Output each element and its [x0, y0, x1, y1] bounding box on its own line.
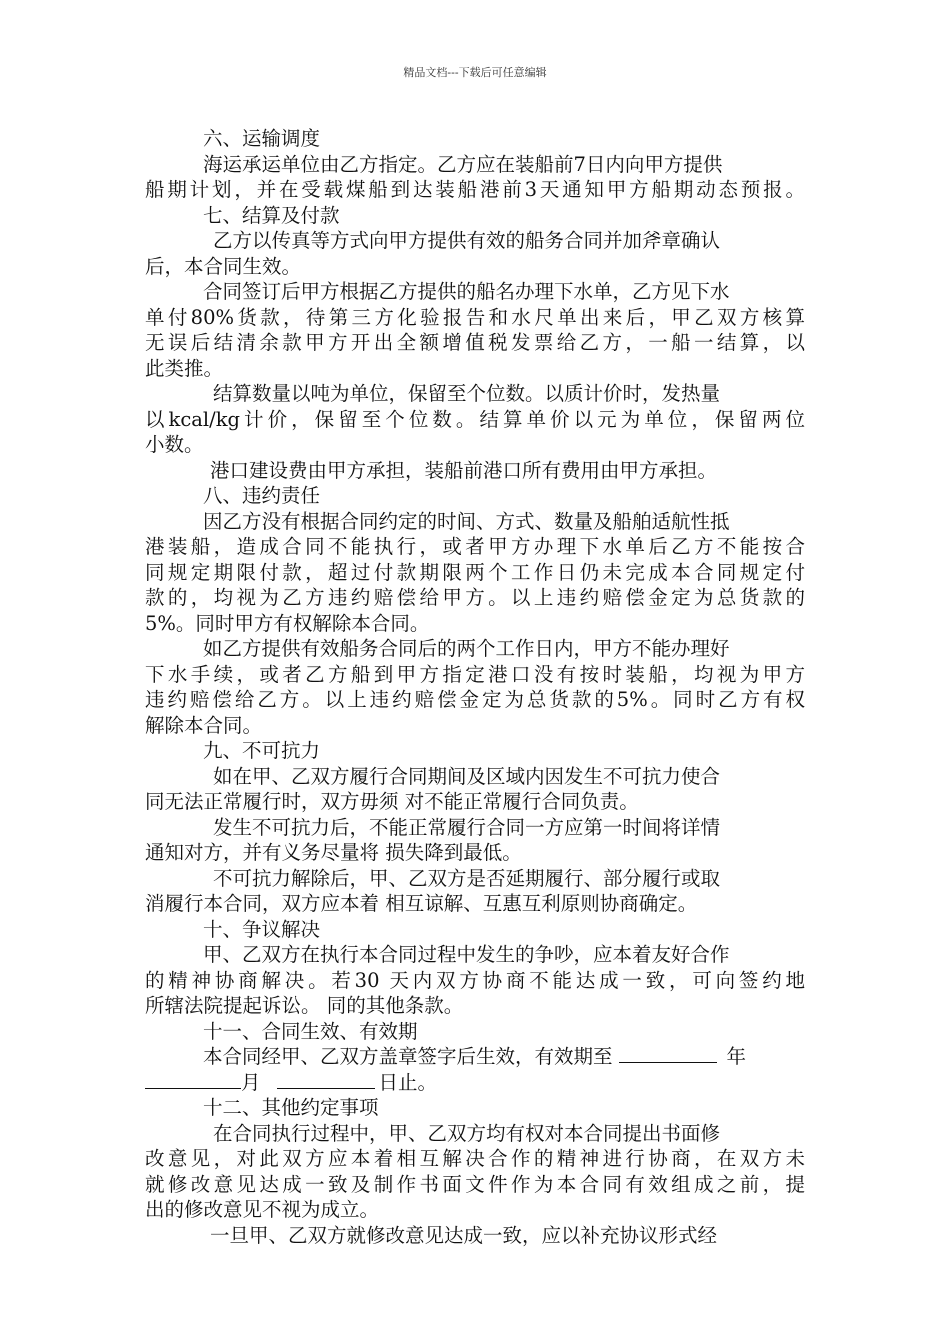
paragraph-line: 如乙方提供有效船务合同后的两个工作日内，甲方不能办理好 — [203, 637, 730, 660]
day-blank — [277, 1070, 375, 1089]
month-label: 月 — [241, 1070, 261, 1094]
section-6-title: 六、运输调度 — [203, 127, 321, 150]
day-label: 日止。 — [378, 1070, 438, 1094]
paragraph-line: 合同签订后甲方根据乙方提供的船名办理下水单，乙方见下水 — [203, 280, 730, 303]
paragraph-line: 在合同执行过程中，甲、乙双方均有权对本合同提出书面修 — [213, 1121, 721, 1145]
year-blank — [619, 1044, 717, 1063]
paragraph-line: 如在甲、乙双方履行合同期间及区域内因发生不可抗力使合 — [213, 764, 721, 788]
section-10-title: 十、争议解决 — [203, 917, 321, 941]
paragraph-line: 违约赔偿给乙方。以上违约赔偿金定为总货款的5%。同时乙方有权 — [145, 688, 805, 711]
paragraph-line: 发生不可抗力后，不能正常履行合同一方应第一时间将详情 — [213, 815, 721, 839]
paragraph-line: 同规定期限付款，超过付款期限两个工作日仍未完成本合同规定付 — [145, 560, 805, 584]
paragraph-line — [145, 1044, 805, 1070]
paragraph-line: 所辖法院提起诉讼。 同的其他条款。 — [145, 994, 464, 1017]
paragraph-line: 乙方以传真等方式向甲方提供有效的船务合同并加斧章确认 — [213, 229, 721, 252]
month-blank — [145, 1070, 241, 1089]
paragraph-line: 无误后结清余款甲方开出全额增值税发票给乙方，一船一结算，以 — [145, 331, 805, 354]
paragraph-line: 通知对方，并有义务尽量将 损失降到最低。 — [145, 841, 522, 864]
section-11-title: 十一、合同生效、有效期 — [203, 1019, 418, 1043]
paragraph-line: 此类推。 — [145, 356, 224, 380]
section-7-title: 七、结算及付款 — [203, 203, 340, 227]
validity-text: 本合同经甲、乙双方盖章签字后生效，有效期至 — [203, 1045, 613, 1068]
paragraph-line: 以kcal/kg计价，保留至个位数。结算单价以元为单位，保留两位 — [145, 407, 805, 431]
document-body — [145, 126, 805, 1248]
paragraph-line: 一旦甲、乙双方就修改意见达成一致，应以补充协议形式经 — [210, 1223, 718, 1247]
section-9-title: 九、不可抗力 — [203, 739, 321, 762]
paragraph-line: 消履行本合同，双方应本着 相互谅解、互惠互利原则协商确定。 — [145, 892, 698, 915]
paragraph-line: 结算数量以吨为单位，保留至个位数。以质计价时，发热量 — [213, 382, 721, 405]
paragraph-line: 下水手续，或者乙方船到甲方指定港口没有按时装船，均视为甲方 — [145, 662, 805, 686]
paragraph-line: 同无法正常履行时，双方毋须 对不能正常履行合同负责。 — [145, 790, 639, 813]
paragraph-line: 小数。 — [145, 433, 204, 456]
paragraph-line: 不可抗力解除后，甲、乙双方是否延期履行、部分履行或取 — [213, 866, 721, 890]
page-header: 精品文档---下载后可任意编辑 — [403, 66, 547, 79]
paragraph-line: 港口建设费由甲方承担，装船前港口所有费用由甲方承担。 — [210, 458, 718, 482]
paragraph-line: 单付80%货款，待第三方化验报告和水尺单出来后，甲乙双方核算 — [145, 305, 805, 329]
paragraph-line: 改意见，对此双方应本着相互解决合作的精神进行协商，在双方未 — [145, 1147, 805, 1170]
paragraph-line: 甲、乙双方在执行本合同过程中发生的争吵，应本着友好合作 — [203, 943, 730, 966]
section-8-title: 八、违约责任 — [203, 484, 321, 507]
year-label: 年 — [726, 1045, 747, 1068]
paragraph-line: 5%。同时甲方有权解除本合同。 — [145, 611, 430, 635]
section-12-title: 十二、其他约定事项 — [203, 1096, 379, 1119]
paragraph-line: 船期计划，并在受载煤船到达装船港前3天通知甲方船期动态预报。 — [145, 178, 805, 201]
paragraph-line: 出的修改意见不视为成立。 — [145, 1198, 380, 1221]
paragraph-line: 就修改意见达成一致及制作书面文件作为本合同有效组成之前，提 — [145, 1172, 805, 1196]
paragraph-line: 的精神协商解决。若30 天内双方协商不能达成一致，可向签约地 — [145, 968, 805, 992]
paragraph-line: 款的，均视为乙方违约赔偿给甲方。以上违约赔偿金定为总货款的 — [145, 586, 805, 609]
paragraph-line: 海运承运单位由乙方指定。乙方应在装船前7日内向甲方提供 — [203, 152, 723, 176]
paragraph-line — [145, 1070, 805, 1096]
paragraph-line: 解除本合同。 — [145, 713, 263, 737]
paragraph-line: 港装船，造成合同不能执行，或者甲方办理下水单后乙方不能按合 — [145, 535, 805, 558]
paragraph-line: 因乙方没有根据合同约定的时间、方式、数量及船舶适航性抵 — [203, 509, 730, 533]
paragraph-line: 后，本合同生效。 — [145, 254, 302, 278]
